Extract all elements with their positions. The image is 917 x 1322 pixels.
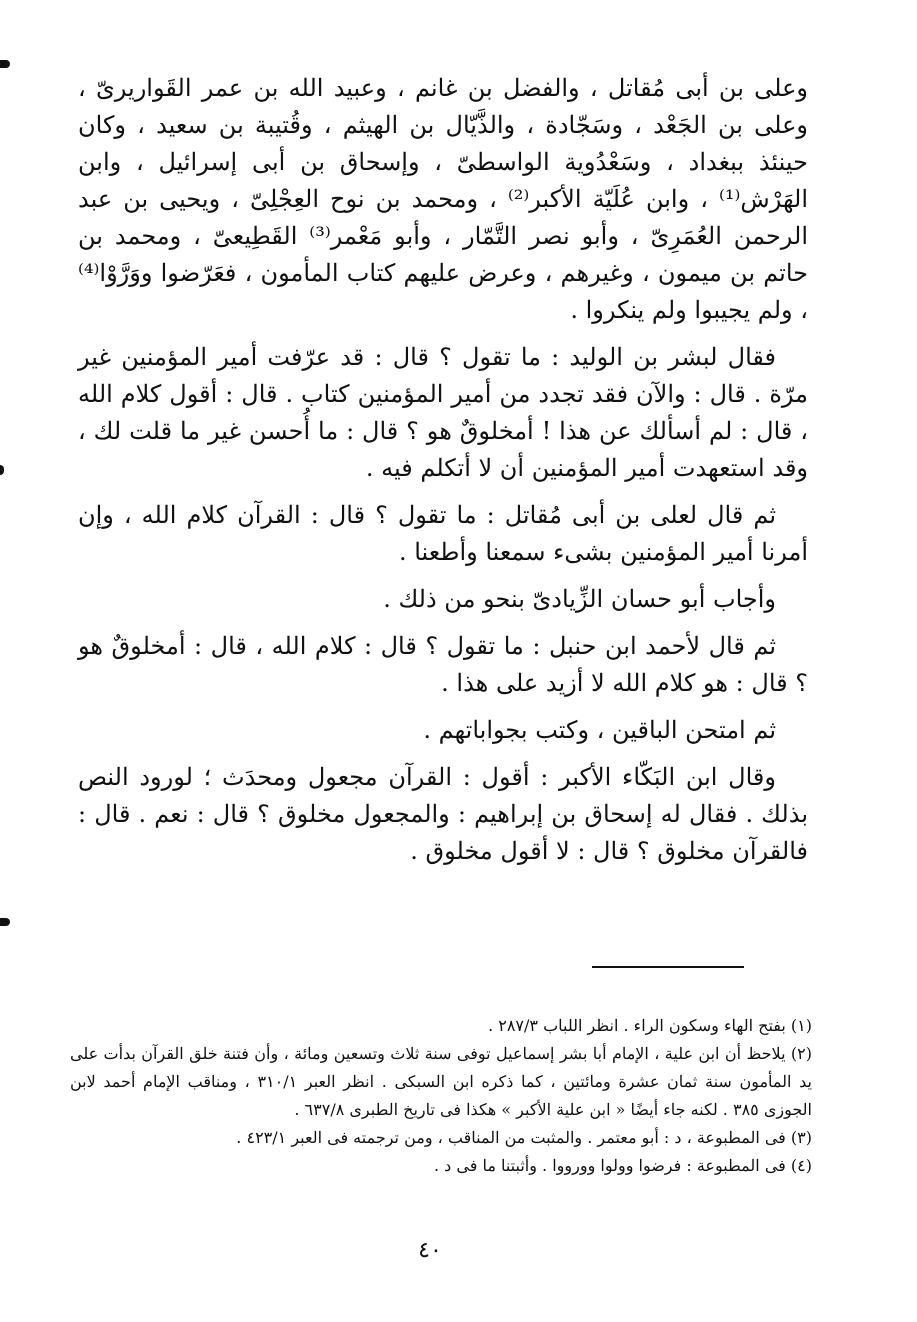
binding-mark xyxy=(0,60,10,68)
binding-mark xyxy=(0,465,4,475)
footnote: (٤) فى المطبوعة : فرضوا وولوا وورووا . وأثبتنا ما فى د . xyxy=(433,1156,812,1175)
binding-mark xyxy=(0,918,10,926)
footnote: (١) بفتح الهاء وسكون الراء . انظر اللباب ٢٨٧/٣ . xyxy=(488,1016,812,1035)
paragraph: وعلى بن أبى مُقاتل ، والفضل بن غانم ، وعبيد الله بن عمر القَواريرىّ ، وعلى بن الجَعْد ، وسَجّادة ، والذَّيّال بن الهيثم ، وقُتيبة بن سعيد ، وكان حينئذ ببغداد ، وسَعْدُوية الواسطىّ ، وإسحاق بن أبى إسرائيل ، وابن الهَرْش⁽¹⁾ ، وابن عُلَيّة الأكبر⁽²⁾ ، ومحمد بن نوح العِجْلِىّ ، ويحيى بن عبد الرحمن العُمَرِىّ ، وأبو نصر التَّمّار ، وأبو مَعْمر⁽³⁾ القَطِيعىّ ، ومحمد بن حاتم بن ميمون ، وغيرهم ، وعرض عليهم كتاب المأمون ، فعَرّضوا ووَرَّوْا⁽⁴⁾ ، ولم يجيبوا ولم ينكروا . xyxy=(78,74,809,324)
footnote: (٢) يلاحظ أن ابن علية ، الإمام أبا بشر إسماعيل توفى سنة ثلاث وتسعين ومائة ، وأن فتنة خلق القرآن بدأت على يد المأمون سنة ثمان عشرة ومائتين ، كما ذكره ابن السبكى . انظر العبر ٣١٠/١ ، ومناقب الإمام أحمد لابن الجوزى ٣٨٥ . لكنه جاء أيضًا « ابن علية الأكبر » هكذا فى تاريخ الطبرى ٦٣٧/٨ . xyxy=(70,1044,812,1119)
footnote-separator xyxy=(592,966,744,968)
paragraph: فقال لبشر بن الوليد : ما تقول ؟ قال : قد عرّفت أمير المؤمنين غير مرّة . قال : والآن فقد تجدد من أمير المؤمنين كتاب . قال : أقول كلام الله ، قال : لم أسألك عن هذا ! أمخلوقٌ هو ؟ قال : ما أُحسن غير ما قلت لك ، وقد استعهدت أمير المؤمنين أن لا أتكلم فيه . xyxy=(78,343,808,482)
main-text xyxy=(78,70,808,880)
footnotes xyxy=(70,1012,812,1180)
paragraph: ثم امتحن الباقين ، وكتب بجواباتهم . xyxy=(423,716,776,744)
footnote: (٣) فى المطبوعة ، د : أبو معتمر . والمثبت من المناقب ، ومن ترجمته فى العبر ٤٢٣/١ . xyxy=(236,1128,812,1147)
paragraph: وأجاب أبو حسان الزِّيادىّ بنحو من ذلك . xyxy=(383,585,776,613)
paragraph: ثم قال لأحمد ابن حنبل : ما تقول ؟ قال : كلام الله ، قال : أمخلوقٌ هو ؟ قال : هو كلام الله لا أزيد على هذا . xyxy=(78,632,808,697)
paragraph: ثم قال لعلى بن أبى مُقاتل : ما تقول ؟ قال : القرآن كلام الله ، وإن أمرنا أمير المؤمنين بشىء سمعنا وأطعنا . xyxy=(78,501,808,566)
page-number: ٤٠ xyxy=(418,1238,442,1263)
paragraph: وقال ابن البَكّاء الأكبر : أقول : القرآن مجعول ومحدَث ؛ لورود النص بذلك . فقال له إسحاق بن إبراهيم : والمجعول مخلوق ؟ قال : نعم . قال : فالقرآن مخلوق ؟ قال : لا أقول مخلوق . xyxy=(78,763,808,865)
